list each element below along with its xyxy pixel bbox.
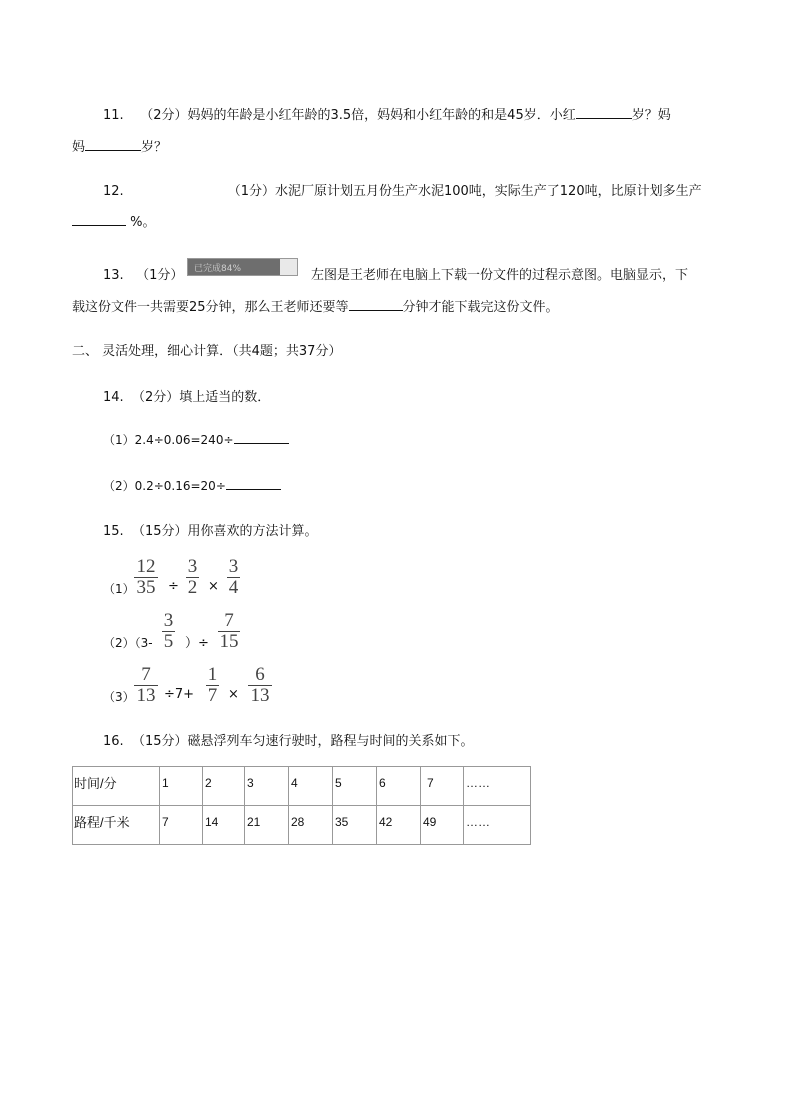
- fraction-numerator: 1: [207, 664, 218, 685]
- table-cell: [377, 767, 421, 806]
- q16-text: 磁悬浮列车匀速行驶时，路程与时间的关系如下。: [187, 734, 474, 749]
- table-cell: 路程/千米: [74, 815, 130, 830]
- table-cell: 时间/分: [74, 776, 117, 791]
- q15-p3-op-2: ×: [228, 687, 239, 702]
- fraction-denominator: 13: [136, 685, 156, 706]
- table-cell: [464, 767, 531, 806]
- fraction-denominator: 4: [228, 577, 239, 598]
- q15-p3-label: （3）: [103, 690, 135, 704]
- table-cell: [289, 767, 333, 806]
- table-row-distance: [73, 806, 531, 845]
- table-cell-text: 6: [379, 776, 386, 790]
- q11-text: 妈妈的年龄是小红年龄的3.5倍，妈妈和小红年龄的和是45岁．小红: [187, 108, 576, 123]
- table-cell-text: 5: [335, 776, 342, 790]
- table-header-time: [73, 767, 160, 806]
- q13-text-3: 分钟才能下载完这份文件。: [402, 300, 559, 315]
- fraction-numerator: 7: [224, 610, 234, 631]
- q14-sub1: [103, 430, 289, 448]
- table-cell-text: 4: [291, 776, 298, 790]
- table-cell-text: 1: [162, 776, 169, 790]
- table-cell: [377, 806, 421, 845]
- q12-number: 12.: [103, 184, 124, 199]
- fraction-denominator: 2: [187, 577, 198, 598]
- q14-answer-blank-2[interactable]: [226, 476, 281, 490]
- q11-line2: [72, 136, 167, 155]
- q15-score: （15分）: [131, 524, 188, 539]
- table-row-time: [73, 767, 531, 806]
- table-cell: [245, 806, 289, 845]
- fraction-denominator: 15: [219, 631, 239, 652]
- q15-p3-fraction-3: [248, 666, 272, 705]
- q14-sub2: [103, 476, 281, 494]
- q13-line1-right: [311, 264, 688, 283]
- table-cell: [421, 806, 464, 845]
- q15-number: 15.: [103, 524, 124, 539]
- q13-line2: [72, 296, 559, 315]
- fraction-numerator: 3: [228, 556, 239, 577]
- table-header-distance: [73, 806, 160, 845]
- table-cell-text: 3: [247, 776, 254, 790]
- q15-p3-op-1: ÷7+: [164, 687, 195, 702]
- time-distance-table: [72, 766, 531, 845]
- fraction-denominator: 5: [163, 631, 174, 652]
- q16-line: [103, 730, 474, 749]
- table-cell: [203, 767, 245, 806]
- section-heading: 二、 灵活处理，细心计算．（共4题；共37分）: [72, 344, 342, 359]
- q15-p3-fraction-2: [206, 666, 219, 705]
- q12-text-2: %。: [130, 215, 156, 230]
- table-cell: [203, 806, 245, 845]
- q16-score: （15分）: [131, 734, 188, 749]
- table-cell-text: 7: [427, 776, 434, 790]
- q16-number: 16.: [103, 734, 124, 749]
- fraction-numerator: 6: [255, 664, 265, 685]
- q11-number: 11.: [103, 108, 124, 123]
- fraction-denominator: 13: [250, 685, 270, 706]
- q13-score: （1分）: [136, 268, 184, 283]
- q15-p2-fraction-2: [218, 612, 240, 651]
- table-cell: [245, 767, 289, 806]
- q14-text: 填上适当的数．: [179, 390, 271, 405]
- table-cell-text: 28: [291, 815, 305, 829]
- q15-p2-label: （2）（3-: [103, 636, 153, 650]
- fraction-numerator: 3: [187, 556, 198, 577]
- q11-score: （2分）: [140, 108, 188, 123]
- table-cell-text: 7: [162, 815, 169, 829]
- table-cell-text: ……: [466, 776, 490, 790]
- q11-answer-blank-2[interactable]: [85, 137, 141, 151]
- table-cell-text: 35: [335, 815, 349, 829]
- q15-p2-op-1: ）÷: [185, 636, 209, 651]
- q14-number: 14.: [103, 390, 124, 405]
- fraction-numerator: 3: [163, 610, 174, 631]
- fraction-denominator: 35: [136, 577, 156, 598]
- q15-text: 用你喜欢的方法计算。: [187, 524, 318, 539]
- fraction-numerator: 7: [141, 664, 151, 685]
- table-cell: [289, 806, 333, 845]
- q11-answer-blank-1[interactable]: [576, 105, 632, 119]
- q15-p2-fraction-1: [162, 612, 175, 651]
- q12-line2: [72, 211, 156, 230]
- table-cell: [333, 767, 377, 806]
- table-cell: [333, 806, 377, 845]
- q12-text: 水泥厂原计划五月份生产水泥100吨，实际生产了120吨，比原计划多生产: [274, 184, 702, 199]
- table-cell: [160, 806, 203, 845]
- q11-text-4: 岁？: [141, 140, 168, 155]
- table-cell: [160, 767, 203, 806]
- table-cell-text: 42: [379, 815, 393, 829]
- q15-line: [103, 520, 318, 539]
- q14-sub1-text: （1）2.4÷0.06=240÷: [103, 433, 234, 447]
- q12-line1: [103, 180, 702, 199]
- table-cell: [464, 806, 531, 845]
- q12-answer-blank[interactable]: [72, 212, 126, 226]
- table-cell-text: 21: [247, 815, 261, 829]
- table-cell-text: 49: [423, 815, 437, 829]
- q12-score: （1分）: [227, 184, 275, 199]
- q13-answer-blank[interactable]: [349, 297, 403, 311]
- q13-text: 左图是王老师在电脑上下载一份文件的过程示意图。电脑显示，下: [311, 268, 689, 283]
- q14-answer-blank-1[interactable]: [234, 430, 289, 444]
- table-cell: [421, 767, 464, 806]
- q14-line: [103, 386, 270, 405]
- q15-p1-fraction-1: [134, 558, 158, 597]
- q15-p1-fraction-3: [227, 558, 240, 597]
- q13-number: 13.: [103, 268, 124, 283]
- download-progress-text: 已完成84%: [194, 264, 242, 274]
- table-cell-text: ……: [466, 815, 490, 829]
- table-cell-text: 2: [205, 776, 212, 790]
- fraction-denominator: 7: [207, 685, 218, 706]
- q11-text-3: 妈: [72, 140, 86, 155]
- q11-line1: [103, 104, 671, 123]
- q15-p3-fraction-1: [134, 666, 158, 705]
- q13-text-2: 载这份文件一共需要25分钟，那么王老师还要等: [72, 300, 349, 315]
- q15-p1-op-1: ÷: [168, 579, 179, 594]
- q15-p1-op-2: ×: [208, 579, 219, 594]
- q14-sub2-text: （2）0.2÷0.16=20÷: [103, 479, 226, 493]
- q13-line1-left: [103, 264, 183, 283]
- q14-score: （2分）: [131, 390, 180, 405]
- download-progress-bar: [187, 258, 298, 276]
- fraction-numerator: 12: [136, 556, 156, 577]
- table-cell-text: 14: [205, 815, 219, 829]
- q15-p1-fraction-2: [186, 558, 199, 597]
- q15-p1-label: （1）: [103, 582, 135, 596]
- q11-text-2: 岁？妈: [631, 108, 671, 123]
